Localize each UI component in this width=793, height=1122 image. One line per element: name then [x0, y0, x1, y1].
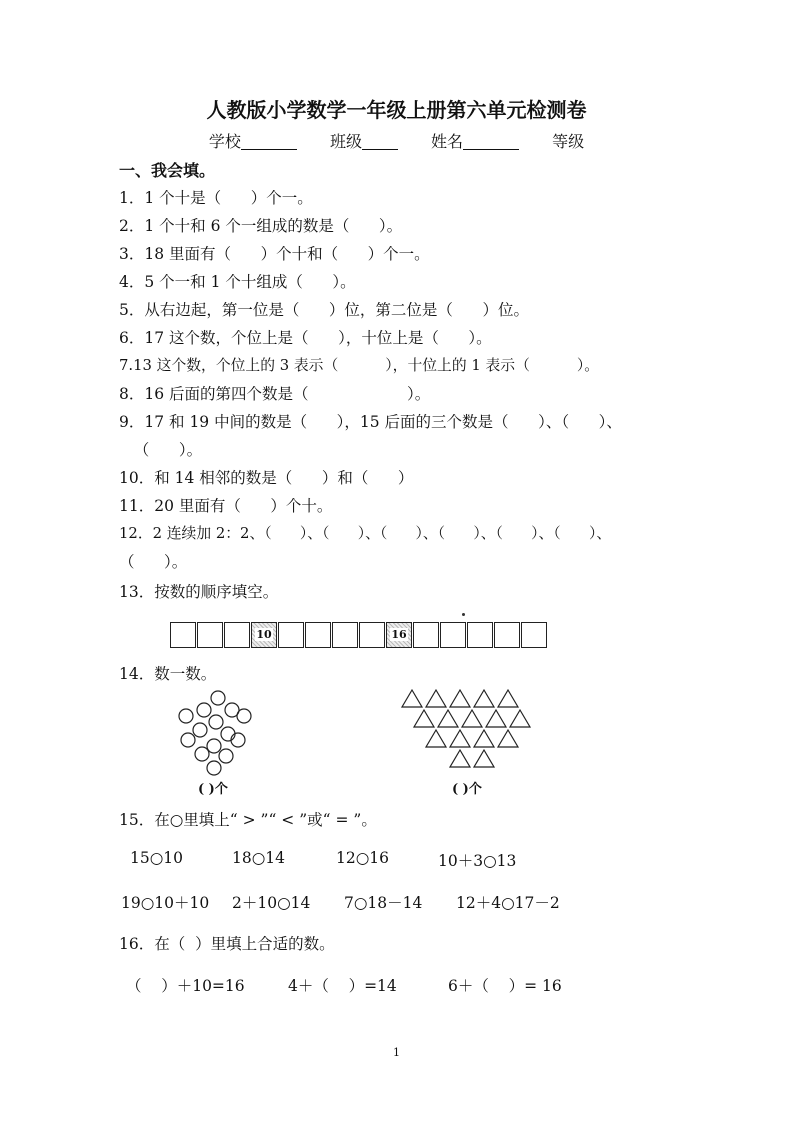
- triangle-shape: [510, 710, 530, 727]
- circle-shape: [237, 709, 251, 723]
- question-15: 15．在○里填上“ > ”“ < ”或“ = ”。: [119, 811, 377, 829]
- compare-item: 19○10＋10: [121, 894, 210, 912]
- strip-cell-blank[interactable]: [467, 622, 493, 648]
- triangle-shape: [450, 730, 470, 747]
- circles-count-label: ( )个: [198, 782, 228, 797]
- question-3: 3．18 里面有（ ）个十和（ ）个一。: [119, 245, 430, 263]
- class-label: 班级: [329, 132, 362, 151]
- name-blank[interactable]: [463, 133, 519, 150]
- question-12: 12．2 连续加 2：2、（ ）、（ ）、（ ）、（ ）、（ ）、（ ）、: [119, 525, 612, 542]
- question-6: 6．17 这个数，个位上是（ ），十位上是（ ）。: [119, 329, 492, 347]
- triangle-shape: [474, 750, 494, 767]
- class-blank[interactable]: [362, 133, 398, 150]
- triangle-shape: [438, 710, 458, 727]
- page-title: 人教版小学数学一年级上册第六单元检测卷: [206, 98, 587, 122]
- compare-item: 2＋10○14: [232, 894, 311, 912]
- strip-cell-given: [386, 622, 412, 648]
- circle-shape: [193, 723, 207, 737]
- question-2: 2．1 个十和 6 个一组成的数是（ ）。: [119, 217, 403, 235]
- question-1: 1．1 个十是（ ）个一。: [119, 189, 313, 207]
- strip-cell-blank[interactable]: [332, 622, 358, 648]
- circle-shape: [179, 709, 193, 723]
- compare-item: 7○18－14: [344, 894, 423, 912]
- fill-item: 4＋（ ）=14: [288, 977, 397, 995]
- strip-cell-number: 10: [256, 628, 272, 641]
- triangle-shape: [426, 690, 446, 707]
- triangle-shape: [402, 690, 422, 707]
- section-heading: 一、我会填。: [119, 161, 216, 180]
- question-16: 16．在（ ）里填上合适的数。: [119, 935, 335, 953]
- compare-item: 15○10: [130, 849, 183, 867]
- student-info-line: [0, 129, 793, 152]
- circle-shape: [211, 691, 225, 705]
- strip-cell-blank[interactable]: [494, 622, 520, 648]
- triangle-shape: [498, 730, 518, 747]
- question-5: 5．从右边起，第一位是（ ）位，第二位是（ ）位。: [119, 301, 529, 319]
- strip-cell-blank[interactable]: [413, 622, 439, 648]
- circle-shape: [181, 733, 195, 747]
- circle-shape: [219, 749, 233, 763]
- triangle-shape: [450, 690, 470, 707]
- triangles-group: [396, 688, 536, 772]
- triangle-shape: [414, 710, 434, 727]
- circle-shape: [207, 739, 221, 753]
- strip-cell-blank[interactable]: [170, 622, 196, 648]
- strip-cell-blank[interactable]: [305, 622, 331, 648]
- strip-cell-blank[interactable]: [521, 622, 547, 648]
- compare-item: 18○14: [232, 849, 285, 867]
- question-9-continued: （ ）。: [119, 441, 203, 459]
- strip-cell-number: 16: [391, 628, 407, 641]
- strip-cell-blank[interactable]: [440, 622, 466, 648]
- triangle-shape: [474, 690, 494, 707]
- triangles-count-label: ( )个: [452, 782, 482, 797]
- question-8: 8．16 后面的第四个数是（ ）。: [119, 385, 431, 403]
- circle-shape: [195, 747, 209, 761]
- triangle-shape: [486, 710, 506, 727]
- grade-label: 等级: [552, 132, 585, 151]
- triangle-shape: [498, 690, 518, 707]
- triangle-shape: [462, 710, 482, 727]
- name-label: 姓名: [431, 132, 464, 151]
- compare-item: 12○16: [336, 849, 389, 867]
- question-10: 10．和 14 相邻的数是（ ）和（ ）: [119, 469, 414, 487]
- ink-dot: [462, 613, 465, 616]
- page-number: 1: [393, 1046, 400, 1059]
- circle-shape: [209, 715, 223, 729]
- question-14: 14．数一数。: [119, 665, 217, 683]
- circle-shape: [221, 727, 235, 741]
- number-sequence-strip: [170, 622, 548, 648]
- strip-cell-blank[interactable]: [359, 622, 385, 648]
- triangle-shape: [474, 730, 494, 747]
- strip-cell-blank[interactable]: [197, 622, 223, 648]
- strip-cell-blank[interactable]: [278, 622, 304, 648]
- question-9: 9．17 和 19 中间的数是（ ），15 后面的三个数是（ ）、（ ）、: [119, 413, 622, 431]
- triangle-shape: [426, 730, 446, 747]
- circle-shape: [231, 733, 245, 747]
- circle-shape: [197, 703, 211, 717]
- question-13: 13．按数的顺序填空。: [119, 583, 279, 601]
- strip-cell-given: [251, 622, 277, 648]
- school-label: 学校: [208, 132, 241, 151]
- compare-item: 12＋4○17－2: [456, 894, 560, 912]
- question-11: 11．20 里面有（ ）个十。: [119, 497, 333, 515]
- fill-item: 6＋（ ）= 16: [448, 977, 562, 995]
- compare-item: 10＋3○13: [438, 852, 517, 870]
- question-4: 4．5 个一和 1 个十组成（ ）。: [119, 273, 356, 291]
- circle-shape: [207, 761, 221, 775]
- question-7: 7.13 这个数，个位上的 3 表示（ ），十位上的 1 表示（ ）。: [119, 357, 600, 374]
- triangle-shape: [450, 750, 470, 767]
- circles-group: [176, 688, 266, 778]
- school-blank[interactable]: [241, 133, 297, 150]
- question-12-continued: （ ）。: [119, 553, 188, 571]
- strip-cell-blank[interactable]: [224, 622, 250, 648]
- fill-item: （ ）＋10=16: [126, 977, 245, 995]
